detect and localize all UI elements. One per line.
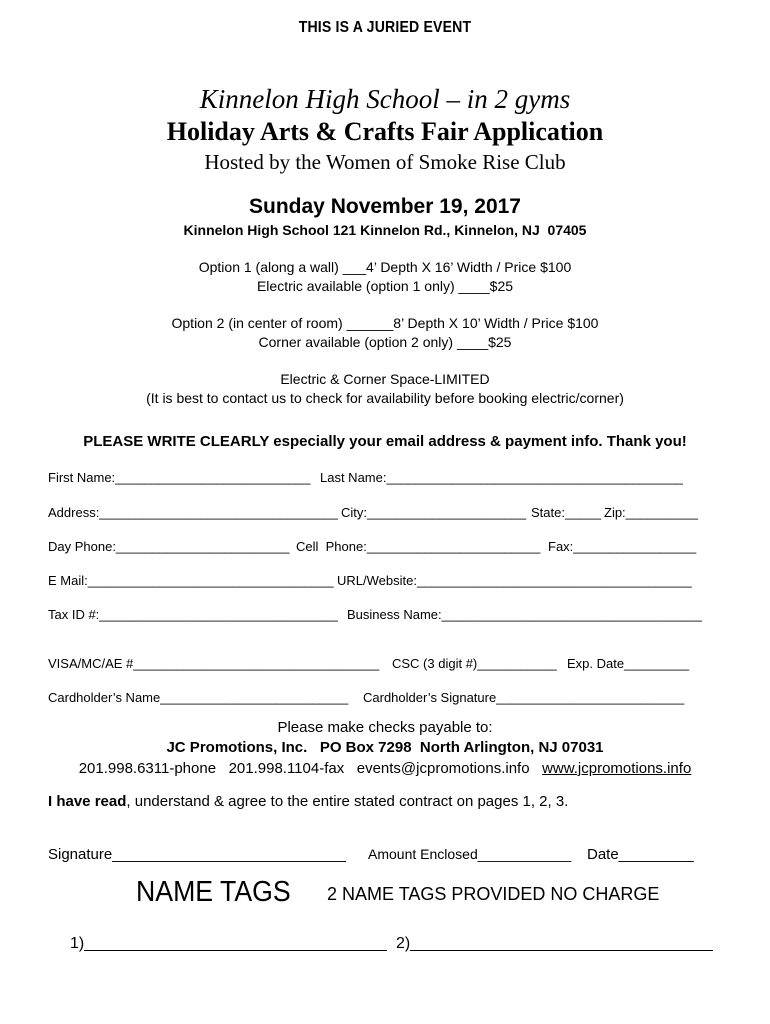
write-clearly-instruction: PLEASE WRITE CLEARLY especially your email address & payment info. Thank you! [83,433,687,450]
name-tags-heading: NAME TAGS [136,876,291,908]
contact-phone: 201.998.6311-phone [78,760,217,777]
zip-field[interactable]: Zip:__________ [604,505,698,520]
date-field[interactable]: Date_________ [587,846,694,863]
application-title: Holiday Arts & Crafts Fair Application [166,117,604,146]
signature-field[interactable]: Signature____________________________ [48,846,346,863]
name-tag-2-field[interactable]: 2)__________________________________ [396,935,713,952]
tax-id-field[interactable]: Tax ID #:_________________________________ [48,607,338,622]
email-field[interactable]: E Mail:__________________________________ [48,573,334,588]
state-field[interactable]: State:_____ [531,505,602,520]
contact-line [0,760,770,777]
day-phone-field[interactable]: Day Phone:________________________ [48,539,290,554]
agreement-text: , understand & agree to the entire stated contract on pages 1, 2, 3. [126,793,569,810]
amount-enclosed-field[interactable]: Amount Enclosed____________ [368,846,572,862]
option2-corner-line: Corner available (option 2 only) ____$25 [258,334,512,350]
csc-field[interactable]: CSC (3 digit #)___________ [392,656,557,671]
contact-fax: 201.998.1104-fax [228,760,345,777]
option1-line: Option 1 (along a wall) ___4’ Depth X 16’ Width / Price $100 [198,259,572,275]
address-field[interactable]: Address:_________________________________ [48,505,338,520]
payee-address: JC Promotions, Inc. PO Box 7298 North Arlington, NJ 07031 [166,739,604,756]
option1-electric-line: Electric available (option 1 only) ____$25 [256,278,514,294]
contact-email: events@jcpromotions.info [356,760,530,777]
card-number-field[interactable]: VISA/MC/AE #__________________________________ [48,656,380,671]
agreement-bold: I have read [48,793,127,810]
expiration-date-field[interactable]: Exp. Date_________ [567,656,690,671]
last-name-field[interactable]: Last Name:_________________________________________ [320,470,683,485]
event-date: Sunday November 19, 2017 [249,195,521,218]
agreement-statement [48,793,568,810]
availability-note: (It is best to contact us to check for availability before booking electric/corner) [146,390,624,406]
business-name-field[interactable]: Business Name:____________________________________ [347,607,702,622]
payable-to-label: Please make checks payable to: [277,719,493,736]
cardholder-name-field[interactable]: Cardholder’s Name__________________________ [48,690,349,705]
name-tag-1-field[interactable]: 1)__________________________________ [70,935,387,952]
name-tags-note: 2 NAME TAGS PROVIDED NO CHARGE [327,884,660,904]
first-name-field[interactable]: First Name:___________________________ [48,470,311,485]
juried-event-notice: THIS IS A JURIED EVENT [298,19,472,36]
limited-notice: Electric & Corner Space-LIMITED [280,371,490,387]
host-subtitle: Hosted by the Women of Smoke Rise Club [204,150,566,174]
school-title: Kinnelon High School – in 2 gyms [199,84,571,114]
website-link[interactable]: www.jcpromotions.info [542,760,692,777]
website-field[interactable]: URL/Website:______________________________________ [337,573,692,588]
fax-field[interactable]: Fax:_________________ [548,539,697,554]
option2-line: Option 2 (in center of room) ______8’ Depth X 10’ Width / Price $100 [171,315,599,331]
venue-address: Kinnelon High School 121 Kinnelon Rd., Kinnelon, NJ 07405 [183,222,587,238]
cardholder-signature-field[interactable]: Cardholder’s Signature__________________________ [363,690,685,705]
city-field[interactable]: City:______________________ [341,505,527,520]
cell-phone-field[interactable]: Cell Phone:________________________ [296,539,541,554]
